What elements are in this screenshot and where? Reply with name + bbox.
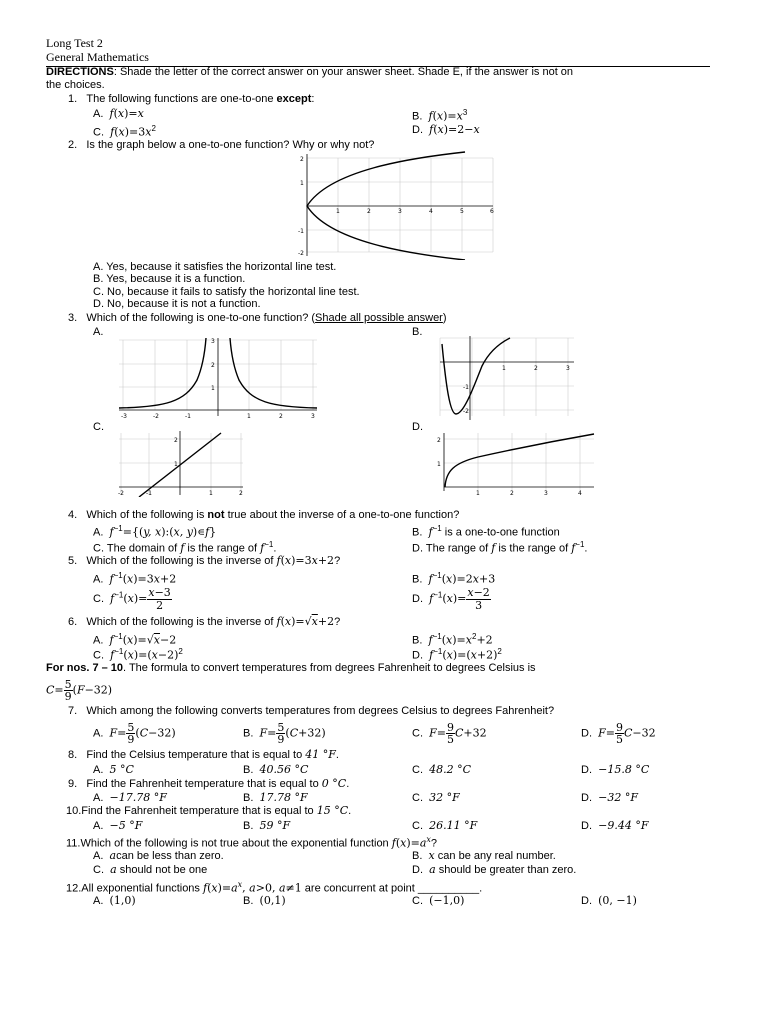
q8-option-a[interactable]: A. 5 °C [93,763,134,776]
q3-graph-a [115,336,320,424]
question-1: 1. The following functions are one-to-one except: [68,93,315,105]
q8-option-d[interactable]: D. −15.8 °C [581,763,650,776]
q1-option-c[interactable]: C. $f(x)=3x^2$ [93,124,156,139]
q6-option-b[interactable]: B. $f^{-1}(x)=x^2+2$ [412,632,493,647]
test-title: Long Test 2 [46,36,103,50]
svg-text:1: 1 [437,461,441,468]
svg-text:-2: -2 [118,490,124,497]
svg-text:2: 2 [174,437,178,444]
svg-text:1: 1 [211,385,215,392]
q9-option-d[interactable]: D. −32 °F [581,791,638,804]
q2-option-a[interactable]: A. Yes, because it satisfies the horizontal line test. [93,261,337,273]
svg-text:5: 5 [460,208,464,215]
q7-option-c[interactable]: C. F= $\frac{9}{5}$ C+32 [412,721,487,746]
svg-text:1: 1 [209,490,213,497]
svg-text:2: 2 [510,490,514,497]
svg-text:-1: -1 [146,490,152,497]
svg-text:-1: -1 [185,413,191,420]
svg-text:1: 1 [476,490,480,497]
svg-text:-3: -3 [121,413,127,420]
q12-option-a[interactable]: A. (1,0) [93,894,136,907]
section-7-10-intro: For nos. 7 – 10. The formula to convert temperatures from degrees Fahrenheit to degrees Celsius is [46,662,536,674]
q3-option-a[interactable]: A. [93,326,104,338]
svg-text:-2: -2 [298,250,304,257]
question-9: 9. Find the Fahrenheit temperature that is equal to 0 °C. [68,777,350,790]
q6-option-d[interactable]: D. $f^{-1}(x)=(x+2)^2$ [412,647,502,662]
svg-text:4: 4 [578,490,582,497]
q12-option-d[interactable]: D. (0, −1) [581,894,637,907]
svg-text:2: 2 [279,413,283,420]
q6-option-a[interactable]: A. $f^{-1}(x)=√x-2$ [93,632,177,647]
q4-option-b[interactable]: B. $f^{-1}$ is a one-to-one function [412,524,560,539]
svg-text:3: 3 [311,413,315,420]
svg-text:1: 1 [336,208,340,215]
q5-option-b[interactable]: B. $f^{-1}(x)=2x+3$ [412,571,496,586]
question-10: 10.Find the Fahrenheit temperature that is equal to 15 °C. [66,804,352,817]
q2-option-b[interactable]: B. Yes, because it is a function. [93,273,246,285]
q3-graph-c [115,431,245,497]
q10-option-d[interactable]: D. −9.44 °F [581,819,649,832]
directions-line2: the choices. [46,79,105,91]
q5-option-a[interactable]: A. $f^{-1}(x)=3x+2$ [93,571,177,586]
q11-option-c[interactable]: C. a should not be one [93,863,208,876]
svg-text:2: 2 [367,208,371,215]
q1-option-b[interactable]: B. $f(x)=x^3$ [412,108,468,123]
svg-text:1: 1 [300,180,304,187]
q4-option-d[interactable]: D. The range of f is the range of $f^{-1}$. [412,540,588,555]
q6-option-c[interactable]: C. $f^{-1}(x)=(x-2)^2$ [93,647,183,662]
q11-option-b[interactable]: B. x can be any real number. [412,849,556,862]
q11-option-d[interactable]: D. a should be greater than zero. [412,863,577,876]
question-3: 3. Which of the following is one-to-one function? (Shade all possible answer) [68,312,447,324]
question-4: 4. Which of the following is not true about the inverse of a one-to-one function? [68,509,460,521]
q2-graph [290,150,500,260]
q3-option-c[interactable]: C. [93,421,104,433]
question-6: 6. Which of the following is the inverse of f(x)=√x+2? [68,615,341,628]
q2-option-d[interactable]: D. No, because it is not a function. [93,298,261,310]
q3-graph-b [434,336,579,422]
svg-text:6: 6 [490,208,494,215]
q4-option-c[interactable]: C. The domain of f is the range of $f^{-1}$. [93,540,277,555]
q9-option-a[interactable]: A. −17.78 °F [93,791,167,804]
svg-text:3: 3 [566,365,570,372]
q3-graph-d [434,431,599,497]
q2-option-c[interactable]: C. No, because it fails to satisfy the horizontal line test. [93,286,360,298]
q4-option-a[interactable]: A. $f^{-1}=\{(y$, x):(x, y)∊f} [93,524,217,539]
svg-text:4: 4 [429,208,433,215]
svg-text:3: 3 [544,490,548,497]
question-2: 2. Is the graph below a one-to-one function? Why or why not? [68,139,375,151]
q11-option-a[interactable]: A. acan be less than zero. [93,849,224,862]
q12-option-b[interactable]: B. (0,1) [243,894,286,907]
subject-title: General Mathematics [46,50,149,64]
q10-option-b[interactable]: B. 59 °F [243,819,291,832]
question-12: 12.All exponential functions $f(x)=a^x$, a>0, a≠1 are concurrent at point __________. [66,880,483,895]
svg-text:3: 3 [398,208,402,215]
svg-text:2: 2 [437,437,441,444]
q10-option-a[interactable]: A. −5 °F [93,819,143,832]
svg-text:3: 3 [211,338,215,345]
svg-text:-1: -1 [463,384,469,391]
q3-option-d[interactable]: D. [412,421,423,433]
q5-option-c[interactable]: C. $f^{-1}(x)=$ $\frac{x-3}{2}$ [93,586,171,612]
svg-text:1: 1 [502,365,506,372]
question-11: 11.Which of the following is not true about the exponential function $f(x)=a^x$? [66,835,438,850]
svg-text:2: 2 [239,490,243,497]
svg-text:-1: -1 [298,228,304,235]
svg-text:2: 2 [211,362,215,369]
q8-option-b[interactable]: B. 40.56 °C [243,763,309,776]
svg-text:-2: -2 [463,408,469,415]
question-5: 5. Which of the following is the inverse of f(x)=3x+2? [68,554,341,567]
q8-option-c[interactable]: C. 48.2 °C [412,763,472,776]
svg-text:2: 2 [534,365,538,372]
question-8: 8. Find the Celsius temperature that is equal to 41 °F. [68,748,339,761]
svg-text:2: 2 [300,156,304,163]
svg-text:1: 1 [247,413,251,420]
q1-option-a[interactable]: A. f(x)=x [93,107,144,120]
svg-text:-2: -2 [153,413,159,420]
question-7: 7. Which among the following converts temperatures from degrees Celsius to degrees Fahrenheit? [68,705,555,717]
q1-option-d[interactable]: D. f(x)=2−x [412,123,480,136]
q7-option-b[interactable]: B. F= $\frac{5}{9}$ (C+32) [243,721,326,746]
q3-option-b[interactable]: B. [412,326,423,338]
q12-option-c[interactable]: C. (−1,0) [412,894,465,907]
celsius-formula: C= $\frac{5}{9}$ (F−32) [46,678,113,703]
svg-text:1: 1 [174,461,178,468]
q9-option-b[interactable]: B. 17.78 °F [243,791,308,804]
directions: DIRECTIONS: Shade the letter of the correct answer on your answer sheet. Shade E, if the answer is not on [46,66,574,78]
q5-option-d[interactable]: D. $f^{-1}(x)=$ $\frac{x-2}{3}$ [412,586,490,612]
q10-option-c[interactable]: C. 26.11 °F [412,819,478,832]
q7-option-a[interactable]: A. F= $\frac{5}{9}$ (C−32) [93,721,176,746]
q9-option-c[interactable]: C. 32 °F [412,791,460,804]
q7-option-d[interactable]: D. F= $\frac{9}{5}$ C−32 [581,721,656,746]
